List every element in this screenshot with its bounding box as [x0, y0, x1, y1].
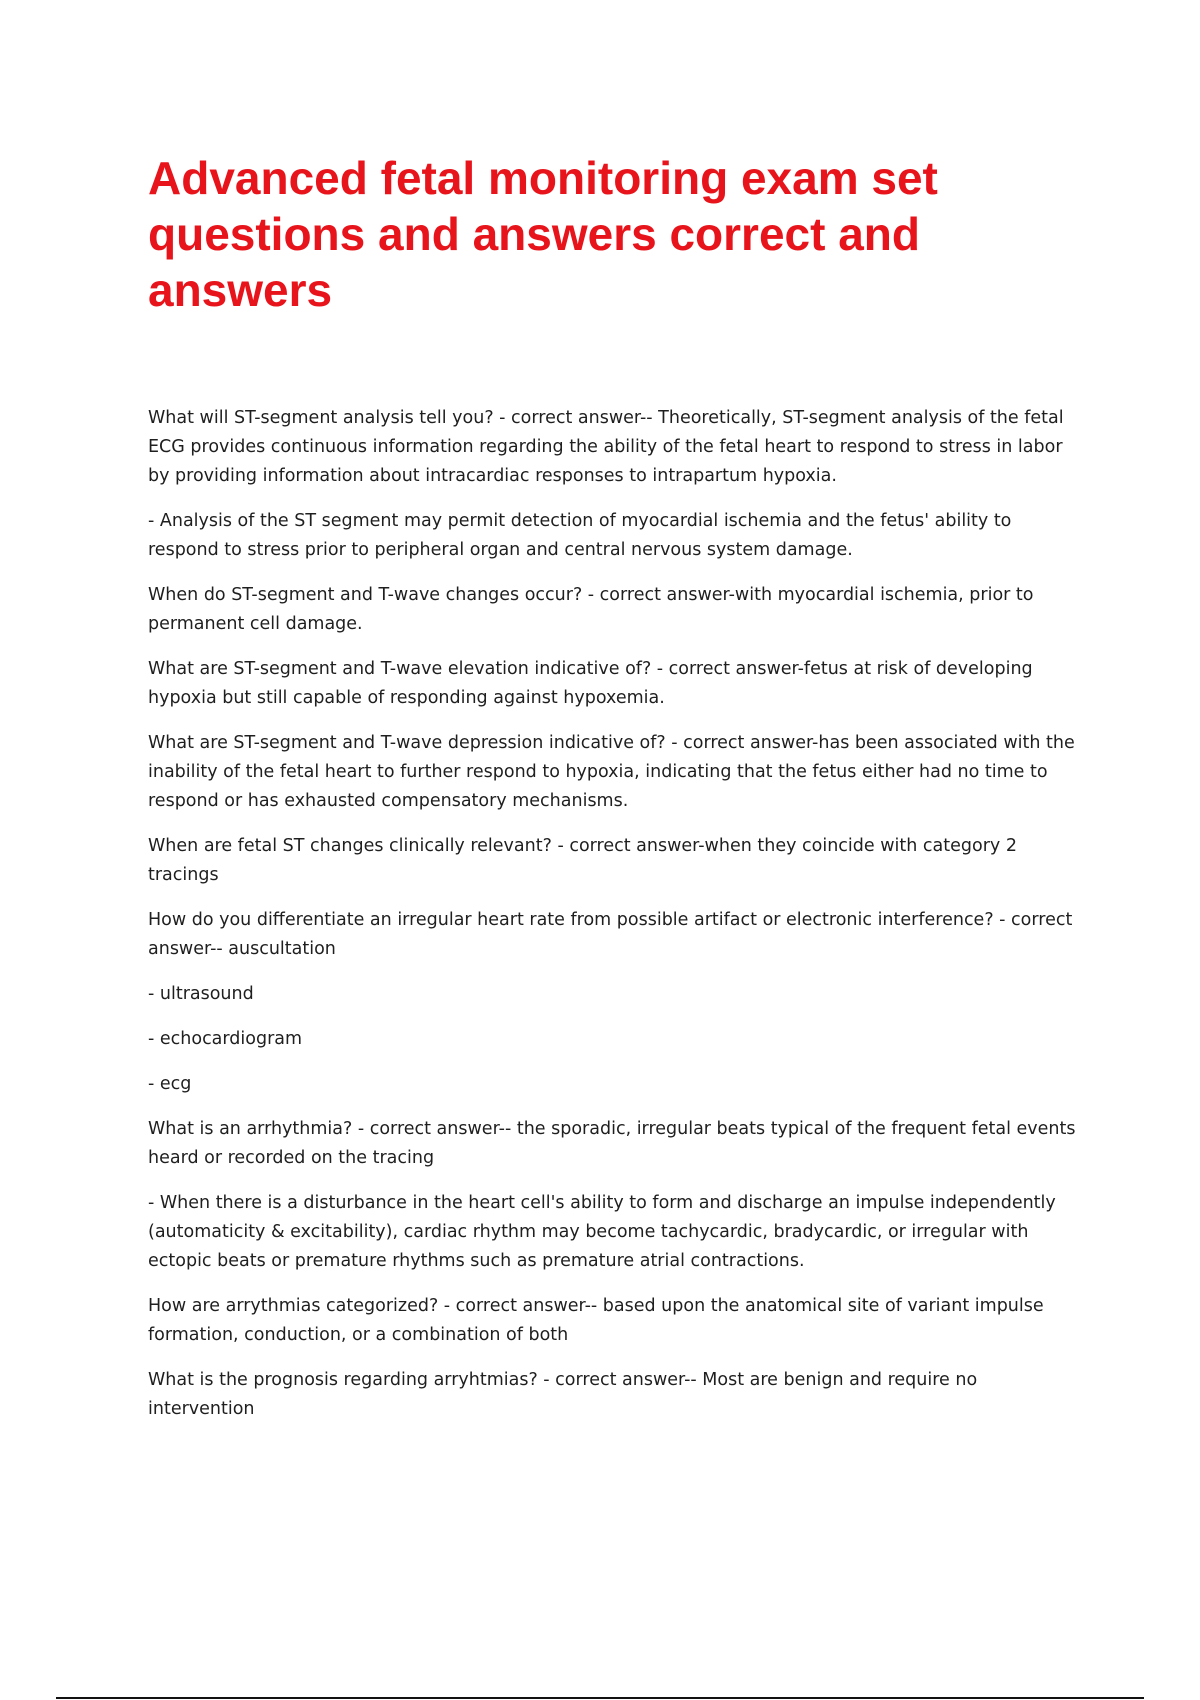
footer-divider: [56, 1697, 1144, 1699]
paragraph-arrhythmia-definition: What is an arrhythmia? - correct answer-- the sporadic, irregular beats typical of the frequent fetal events heard or recorded on the tracing: [148, 1119, 1076, 1168]
list-item-echocardiogram: - echocardiogram: [148, 1029, 303, 1049]
paragraph-st-analysis-detail: - Analysis of the ST segment may permit detection of myocardial ischemia and the fetus' ability to respond to stress prior to peripheral organ and central nervous system damage.: [148, 511, 1012, 560]
document-title: Advanced fetal monitoring exam set questions and answers correct and answers: [148, 152, 938, 316]
paragraph-arrhythmia-prognosis: What is the prognosis regarding arryhtmias? - correct answer-- Most are benign and require no intervention: [148, 1370, 978, 1419]
paragraph-arrhythmia-categories: How are arrythmias categorized? - correct answer-- based upon the anatomical site of variant impulse formation, conduction, or a combination of both: [148, 1296, 1044, 1345]
paragraph-st-relevance: When are fetal ST changes clinically relevant? - correct answer-when they coincide with category 2 tracings: [148, 836, 1017, 885]
list-item-ecg: - ecg: [148, 1074, 192, 1094]
paragraph-arrhythmia-detail: - When there is a disturbance in the heart cell's ability to form and discharge an impulse independently (automaticity & excitability), cardiac rhythm may become tachycardic, bradycardic, or irregular with ectopic beats or premature rhythms such as premature atrial contractions.: [148, 1193, 1056, 1271]
paragraph-st-elevation: What are ST-segment and T-wave elevation indicative of? - correct answer-fetus at risk of developing hypoxia but still capable of responding against hypoxemia.: [148, 659, 1033, 708]
list-item-ultrasound: - ultrasound: [148, 984, 254, 1004]
paragraph-st-analysis-question: What will ST-segment analysis tell you? - correct answer-- Theoretically, ST-segment analysis of the fetal ECG provides continuous information regarding the ability of the fetal heart to respond to stress in labor by providing information about intracardiac responses to intrapartum hypoxia.: [148, 408, 1064, 486]
document-body: [148, 404, 1078, 1440]
paragraph-st-changes-timing: When do ST-segment and T-wave changes occur? - correct answer-with myocardial ischemia, prior to permanent cell damage.: [148, 585, 1034, 634]
paragraph-st-depression: What are ST-segment and T-wave depression indicative of? - correct answer-has been associated with the inability of the fetal heart to further respond to hypoxia, indicating that the fetus either had no time to respond or has exhausted compensatory mechanisms.: [148, 733, 1075, 811]
paragraph-irregular-rate: How do you differentiate an irregular heart rate from possible artifact or electronic interference? - correct answer-- auscultation: [148, 910, 1073, 959]
